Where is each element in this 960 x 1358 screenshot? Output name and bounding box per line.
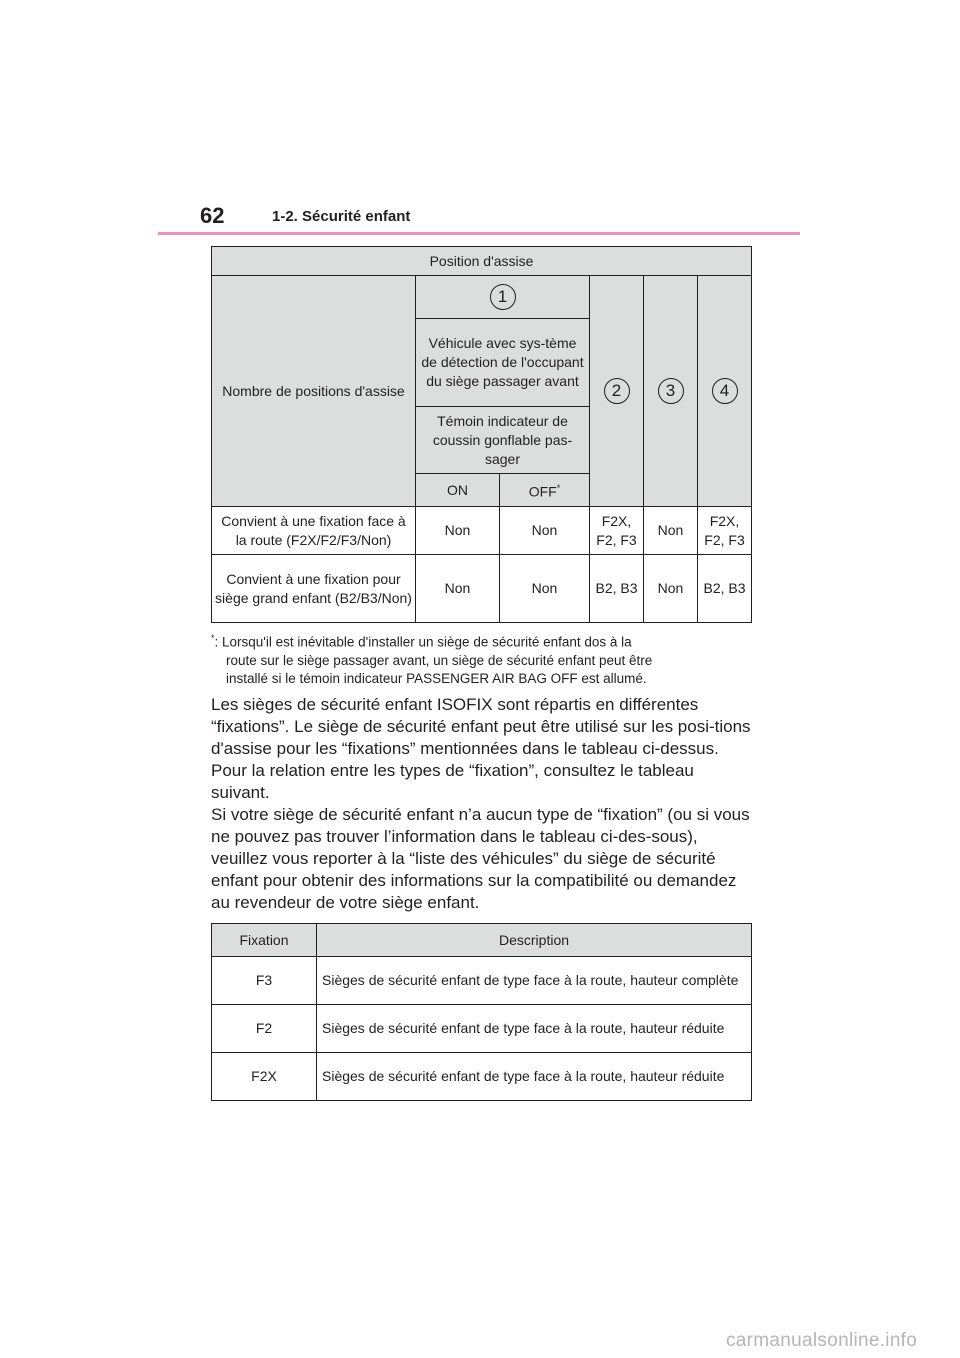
seat-2-header xyxy=(590,276,644,507)
on-header: ON xyxy=(416,474,500,507)
body-text xyxy=(211,694,756,914)
paragraph-isofix: Les sièges de sécurité enfant ISOFIX sont répartis en différentes “fixations”. Le siège de sécurité enfant peut être utilisé sur les posi-tions d'assise pour les “fixations” mentionnées dans le tableau ci-dessus. Pour la relation entre les types de “fixation”, consultez le tableau suivant. xyxy=(211,695,751,802)
cell-off: Non xyxy=(500,507,590,555)
table-row xyxy=(212,1005,752,1053)
seat-number-1-icon: 1 xyxy=(490,284,516,310)
fixation-cell: F2 xyxy=(212,1005,317,1053)
seat-4-header xyxy=(698,276,752,507)
footnote xyxy=(211,629,751,688)
seat-number-2-icon: 2 xyxy=(604,378,630,404)
cell-seat-3: Non xyxy=(644,555,698,623)
seat-1-header xyxy=(416,276,590,319)
airbag-indicator-header: Témoin indicateur de coussin gonflable pas-sager xyxy=(416,407,590,474)
row-label: Convient à une fixation pour siège grand enfant (B2/B3/Non) xyxy=(212,555,416,623)
cell-seat-3: Non xyxy=(644,507,698,555)
cell-on: Non xyxy=(416,507,500,555)
off-label: OFF xyxy=(528,483,557,500)
watermark: carmanualsonline.info xyxy=(726,1330,918,1351)
off-footnote-mark: * xyxy=(556,482,561,493)
description-cell: Sièges de sécurité enfant de type face à la route, hauteur réduite xyxy=(317,1005,752,1053)
page-number: 62 xyxy=(200,203,225,228)
cell-seat-2: F2X, F2, F3 xyxy=(590,507,644,555)
table-row xyxy=(212,507,752,555)
section-title: 1-2. Sécurité enfant xyxy=(272,208,411,225)
description-column-header: Description xyxy=(317,924,752,957)
table-row xyxy=(212,555,752,623)
off-header xyxy=(500,474,590,507)
position-header: Position d'assise xyxy=(212,247,752,276)
seat-number-3-icon: 3 xyxy=(658,378,684,404)
fixation-cell: F3 xyxy=(212,957,317,1005)
fixation-column-header: Fixation xyxy=(212,924,317,957)
description-cell: Sièges de sécurité enfant de type face à la route, hauteur réduite xyxy=(317,1053,752,1101)
fixation-table xyxy=(211,923,752,1101)
header-rule xyxy=(158,232,800,235)
footnote-line-3: installé si le témoin indicateur PASSENGER AIR BAG OFF est allumé. xyxy=(226,670,647,686)
paragraph-compatibility: Si votre siège de sécurité enfant n’a aucun type de “fixation” (ou si vous ne pouvez pas trouver l’information dans le tableau ci-des-sous), veuillez vous reporter à la “liste des véhicules” du siège de sécurité enfant pour obtenir des informations sur la compatibilité ou demandez au revendeur de votre siège enfant. xyxy=(211,805,750,912)
table-row xyxy=(212,957,752,1005)
table-row xyxy=(212,1053,752,1101)
row-label-header: Nombre de positions d'assise xyxy=(212,276,416,507)
footnote-mark: * xyxy=(211,633,215,643)
cell-off: Non xyxy=(500,555,590,623)
cell-seat-4: F2X, F2, F3 xyxy=(698,507,752,555)
footnote-line-2: route sur le siège passager avant, un siège de sécurité enfant peut être xyxy=(226,652,653,668)
fixation-cell: F2X xyxy=(212,1053,317,1101)
cell-on: Non xyxy=(416,555,500,623)
row-label: Convient à une fixation face à la route (F2X/F2/F3/Non) xyxy=(212,507,416,555)
cell-seat-2: B2, B3 xyxy=(590,555,644,623)
description-cell: Sièges de sécurité enfant de type face à la route, hauteur complète xyxy=(317,957,752,1005)
cell-seat-4: B2, B3 xyxy=(698,555,752,623)
seat-3-header xyxy=(644,276,698,507)
occupant-detection-header: Véhicule avec sys-tème de détection de l'occupant du siège passager avant xyxy=(416,319,590,407)
seating-position-table xyxy=(211,246,752,623)
seat-number-4-icon: 4 xyxy=(712,378,738,404)
footnote-line-1: : Lorsqu'il est inévitable d'installer un siège de sécurité enfant dos à la xyxy=(214,634,632,650)
